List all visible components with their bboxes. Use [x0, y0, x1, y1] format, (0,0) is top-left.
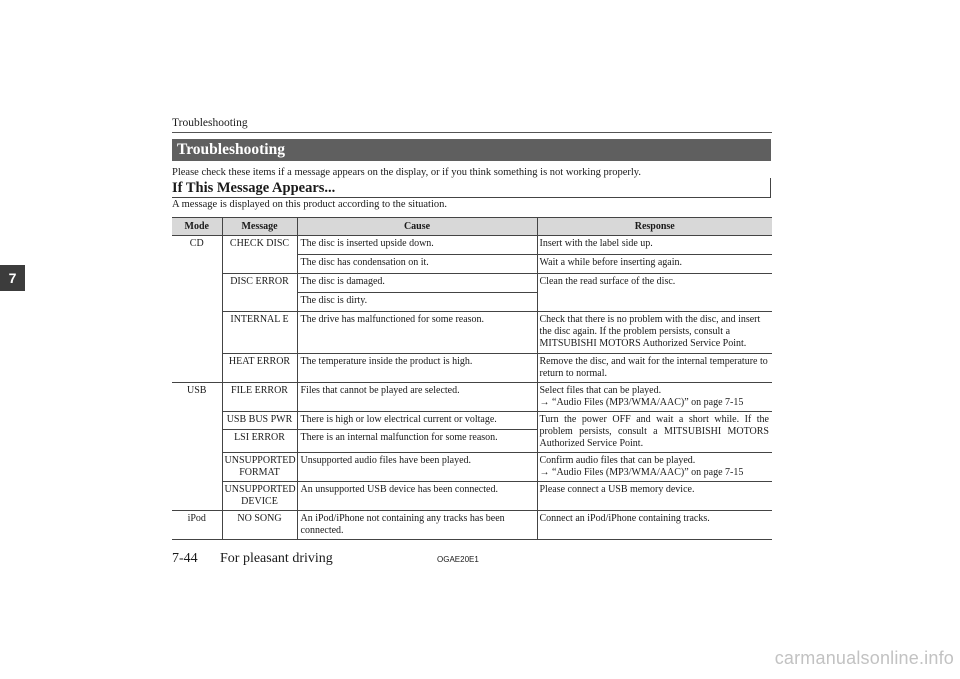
subsection-title: If This Message Appears...: [172, 178, 771, 198]
response-cell: Insert with the label side up.: [537, 236, 772, 255]
response-cell: Remove the disc, and wait for the internal temperature to return to normal.: [537, 354, 772, 383]
table-row: [172, 511, 772, 540]
message-cell: INTERNAL E: [222, 312, 297, 354]
message-cell: DISC ERROR: [222, 274, 297, 312]
mode-cell: iPod: [172, 511, 222, 540]
watermark: carmanualsonline.info: [774, 648, 954, 668]
document-code: OGAE20E1: [437, 555, 479, 564]
table-row: [172, 383, 772, 412]
cause-cell: An iPod/iPhone not containing any tracks has been connected.: [297, 511, 537, 540]
table-row: [172, 453, 772, 482]
cause-cell: The disc is dirty.: [297, 293, 537, 312]
table-row: [172, 354, 772, 383]
cause-cell: Unsupported audio files have been played.: [297, 453, 537, 482]
subsection-intro: A message is displayed on this product according to the situation.: [172, 199, 447, 210]
mode-cell: CD: [172, 236, 222, 383]
chapter-tab: 7: [0, 265, 25, 291]
chapter-title: For pleasant driving: [220, 551, 333, 566]
message-cell: CHECK DISC: [222, 236, 297, 274]
response-cell: [537, 453, 772, 482]
response-cell: Please connect a USB memory device.: [537, 482, 772, 511]
cause-cell: There is high or low electrical current or voltage.: [297, 412, 537, 430]
response-cell: Turn the power OFF and wait a short while. If the problem persists, consult a MITSUBISHI MOTORS Authorized Service Point.: [537, 412, 772, 453]
table-row: [172, 412, 772, 430]
cause-cell: The temperature inside the product is high.: [297, 354, 537, 383]
response-cell: Connect an iPod/iPhone containing tracks.: [537, 511, 772, 540]
page-reference-link[interactable]: → “Audio Files (MP3/WMA/AAC)” on page 7-15: [539, 467, 744, 478]
header-response: Response: [537, 218, 772, 236]
page-reference-link[interactable]: → “Audio Files (MP3/WMA/AAC)” on page 7-15: [539, 397, 744, 408]
cause-cell: An unsupported USB device has been connected.: [297, 482, 537, 511]
table-header-row: [172, 218, 772, 236]
message-cell: UNSUPPORTED FORMAT: [222, 453, 297, 482]
troubleshooting-table: [172, 217, 772, 540]
cause-cell: Files that cannot be played are selected.: [297, 383, 537, 412]
table-row: [172, 482, 772, 511]
message-cell: NO SONG: [222, 511, 297, 540]
table-row: [172, 312, 772, 354]
table-row: [172, 236, 772, 255]
page-number: 7-44: [172, 551, 198, 566]
table-row: [172, 274, 772, 293]
cause-cell: The drive has malfunctioned for some reason.: [297, 312, 537, 354]
response-cell: Wait a while before inserting again.: [537, 255, 772, 274]
response-cell: Check that there is no problem with the disc, and insert the disc again. If the problem persists, consult a MITSUBISHI MOTORS Authorized Service Point.: [537, 312, 772, 354]
running-header: Troubleshooting: [172, 117, 248, 129]
header-mode: Mode: [172, 218, 222, 236]
intro-paragraph: Please check these items if a message appears on the display, or if you think something is not working properly.: [172, 167, 641, 178]
cause-cell: There is an internal malfunction for some reason.: [297, 430, 537, 453]
response-line: Confirm audio files that can be played.: [539, 455, 696, 466]
header-divider: [172, 132, 772, 133]
cause-cell: The disc has condensation on it.: [297, 255, 537, 274]
response-line: Select files that can be played.: [539, 385, 662, 396]
cause-cell: The disc is inserted upside down.: [297, 236, 537, 255]
response-cell: [537, 383, 772, 412]
section-title: Troubleshooting: [172, 139, 771, 161]
message-cell: LSI ERROR: [222, 430, 297, 453]
header-message: Message: [222, 218, 297, 236]
message-cell: HEAT ERROR: [222, 354, 297, 383]
cause-cell: The disc is damaged.: [297, 274, 537, 293]
message-cell: FILE ERROR: [222, 383, 297, 412]
response-cell: Clean the read surface of the disc.: [537, 274, 772, 312]
header-cause: Cause: [297, 218, 537, 236]
mode-cell: USB: [172, 383, 222, 511]
message-cell: UNSUPPORTED DEVICE: [222, 482, 297, 511]
message-cell: USB BUS PWR: [222, 412, 297, 430]
